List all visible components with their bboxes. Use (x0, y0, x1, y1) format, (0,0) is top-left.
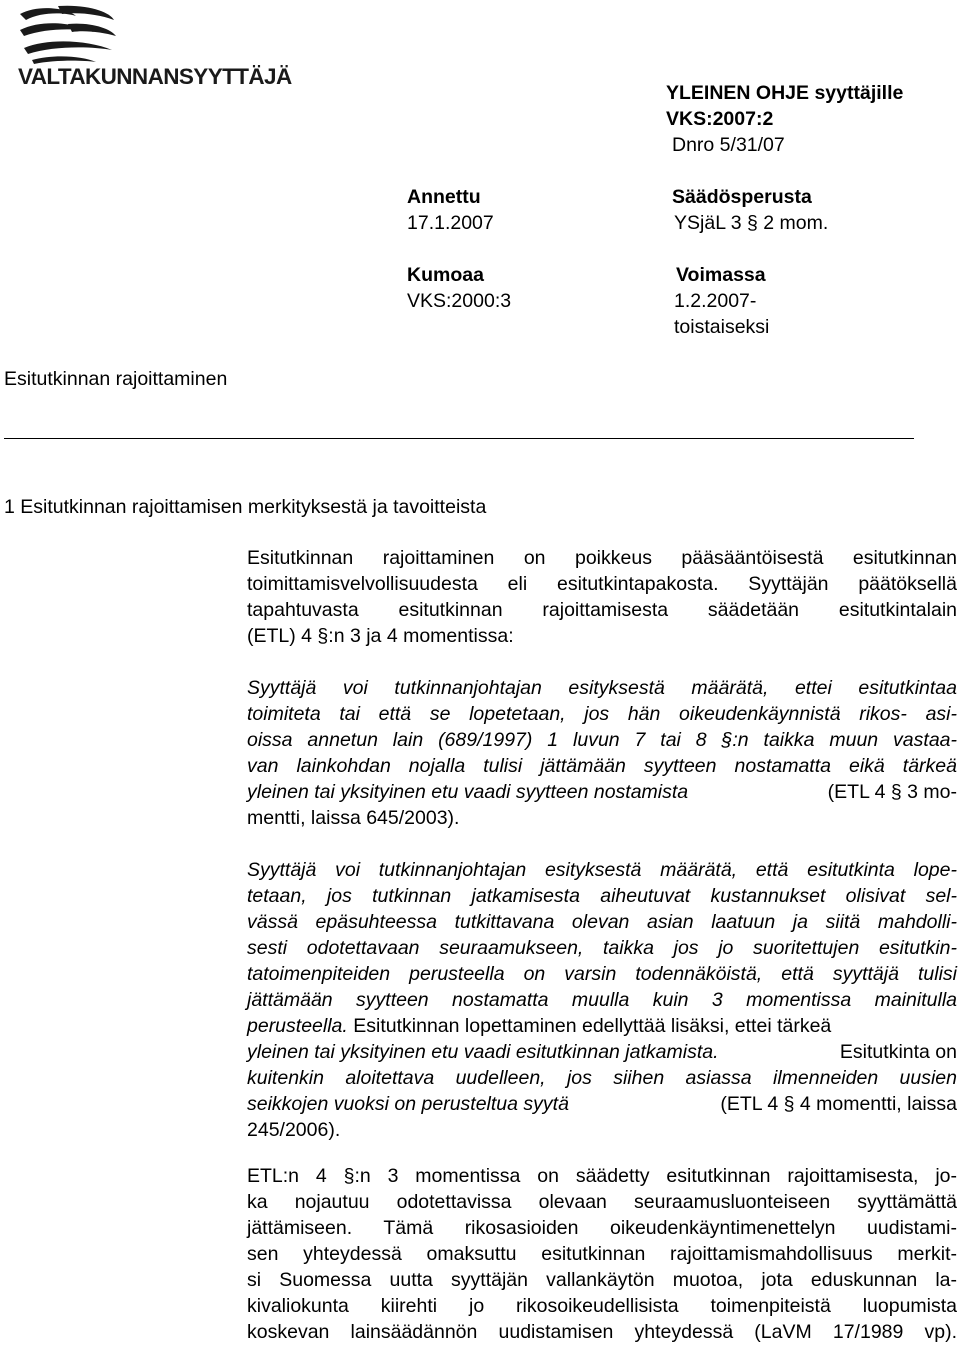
saadosperusta-label: Säädösperusta (672, 186, 812, 208)
text-line: vässä epäsuhteessa tutkittavana olevan asian laatuun ja siitä mahdolli- (247, 911, 957, 933)
text-line: sen yhteydessä omaksuttu esitutkinnan rajoittamismahdollisuus merkit- (247, 1243, 957, 1265)
text-line: mentti, laissa 645/2003). (247, 807, 460, 829)
dnro: Dnro 5/31/07 (672, 134, 785, 156)
paragraph-4 (247, 1163, 957, 1345)
voimassa-label: Voimassa (676, 264, 766, 286)
text-line: Syyttäjä voi tutkinnanjohtajan esityksestä määrätä, ettei esitutkintaa (247, 677, 957, 699)
text-fragment: perusteella. (247, 1015, 348, 1037)
paragraph-1 (247, 545, 957, 649)
text-line: tatoimenpiteiden perusteella on varsin todennäköistä, että syyttäjä tulisi (247, 963, 957, 985)
text-line: Esitutkinnan rajoittaminen on poikkeus pääsääntöisestä esitutkinnan (247, 547, 957, 569)
text-line: koskevan lainsäädännön uudistamisen yhteydessä (LaVM 17/1989 vp). (247, 1321, 957, 1343)
text-line-mixed (247, 1013, 957, 1039)
text-line: tapahtuvasta esitutkinnan rajoittamisesta säädetään esitutkintalain (247, 599, 957, 621)
text-line: van lainkohdan nojalla tulisi jättämään syytteen nostamatta eikä tärkeä (247, 755, 957, 777)
text-line: tetaan, jos tutkinnan jatkamisesta aiheutuvat kustannukset olisivat sel- (247, 885, 957, 907)
text-line: Syyttäjä voi tutkinnanjohtajan esityksestä määrätä, että esitutkinta lope- (247, 859, 957, 881)
text-line: ka nojautuu odotettavissa olevaan seuraamusluonteiseen syyttämättä (247, 1191, 957, 1213)
divider-rule (4, 438, 914, 439)
text-line: oissa annetun lain (689/1997) 1 luvun 7 tai 8 §:n taikka muun vastaa- (247, 729, 957, 751)
text-fragment: yleinen tai yksityinen etu vaadi esitutkinnan jatkamista. (247, 1041, 719, 1063)
text-fragment: Esitutkinta on (839, 1041, 957, 1063)
logo-text: VALTAKUNNANSYYTTÄJÄ (18, 64, 292, 89)
kumoaa-value: VKS:2000:3 (407, 290, 512, 312)
annettu-value: 17.1.2007 (407, 212, 494, 234)
text-line: (ETL) 4 §:n 3 ja 4 momentissa: (247, 625, 514, 647)
text-line-mixed (247, 1091, 957, 1117)
text-line-mixed (247, 779, 957, 805)
text-fragment: Esitutkinnan lopettaminen edellyttää lisäksi, ettei tärkeä (353, 1015, 832, 1037)
text-fragment: seikkojen vuoksi on perusteltua syytä (247, 1093, 569, 1115)
text-line: kuitenkin aloitettava uudelleen, jos siihen asiassa ilmenneiden uusien (247, 1067, 957, 1089)
law-reference: (ETL 4 § 3 mo- (827, 781, 957, 803)
annettu-label: Annettu (407, 186, 481, 208)
paragraph-3-quote (247, 857, 957, 1143)
text-fragment: yleinen tai yksityinen etu vaadi syytteen nostamista (247, 781, 689, 803)
text-line: ETL:n 4 §:n 3 momentissa on säädetty esitutkinnan rajoittamisesta, jo- (247, 1165, 957, 1187)
voimassa-value: 1.2.2007- (674, 290, 757, 312)
paragraph-2-quote (247, 675, 957, 831)
text-line: jättämiseen. Tämä rikosasioiden oikeudenkäyntimenettelyn uudistami- (247, 1217, 957, 1239)
text-line: si Suomessa uutta syyttäjän vallankäytön muotoa, jota eduskunnan la- (247, 1269, 957, 1291)
law-reference: (ETL 4 § 4 momentti, laissa (720, 1093, 957, 1115)
doc-id: VKS:2007:2 (666, 108, 774, 130)
voimassa-value-2: toistaiseksi (674, 316, 770, 338)
text-line: toimittamisvelvollisuudesta eli esitutkintapakosta. Syyttäjän päätöksellä (247, 573, 957, 595)
section-heading: 1 Esitutkinnan rajoittamisen merkityksestä ja tavoitteista (4, 496, 487, 518)
text-line: toimiteta tai että se lopetetaan, jos hän oikeudenkäynnistä rikos- asi- (247, 703, 957, 725)
document-title: Esitutkinnan rajoittaminen (4, 368, 228, 390)
text-line: kivaliokunta kiirehti jo rikosoikeudellisista toimenpiteistä luopumista (247, 1295, 957, 1317)
saadosperusta-value: YSjäL 3 § 2 mom. (674, 212, 829, 234)
text-line: sesti odotettavaan seuraamukseen, taikka jos jo suoritettujen esitutkin- (247, 937, 957, 959)
text-line: 245/2006). (247, 1119, 341, 1141)
text-line-mixed (247, 1039, 957, 1065)
kumoaa-label: Kumoaa (407, 264, 484, 286)
text-line: jättämään syytteen nostamatta muulla kuin 3 momentissa mainitulla (247, 989, 957, 1011)
doc-type: YLEINEN OHJE syyttäjille (666, 82, 904, 104)
